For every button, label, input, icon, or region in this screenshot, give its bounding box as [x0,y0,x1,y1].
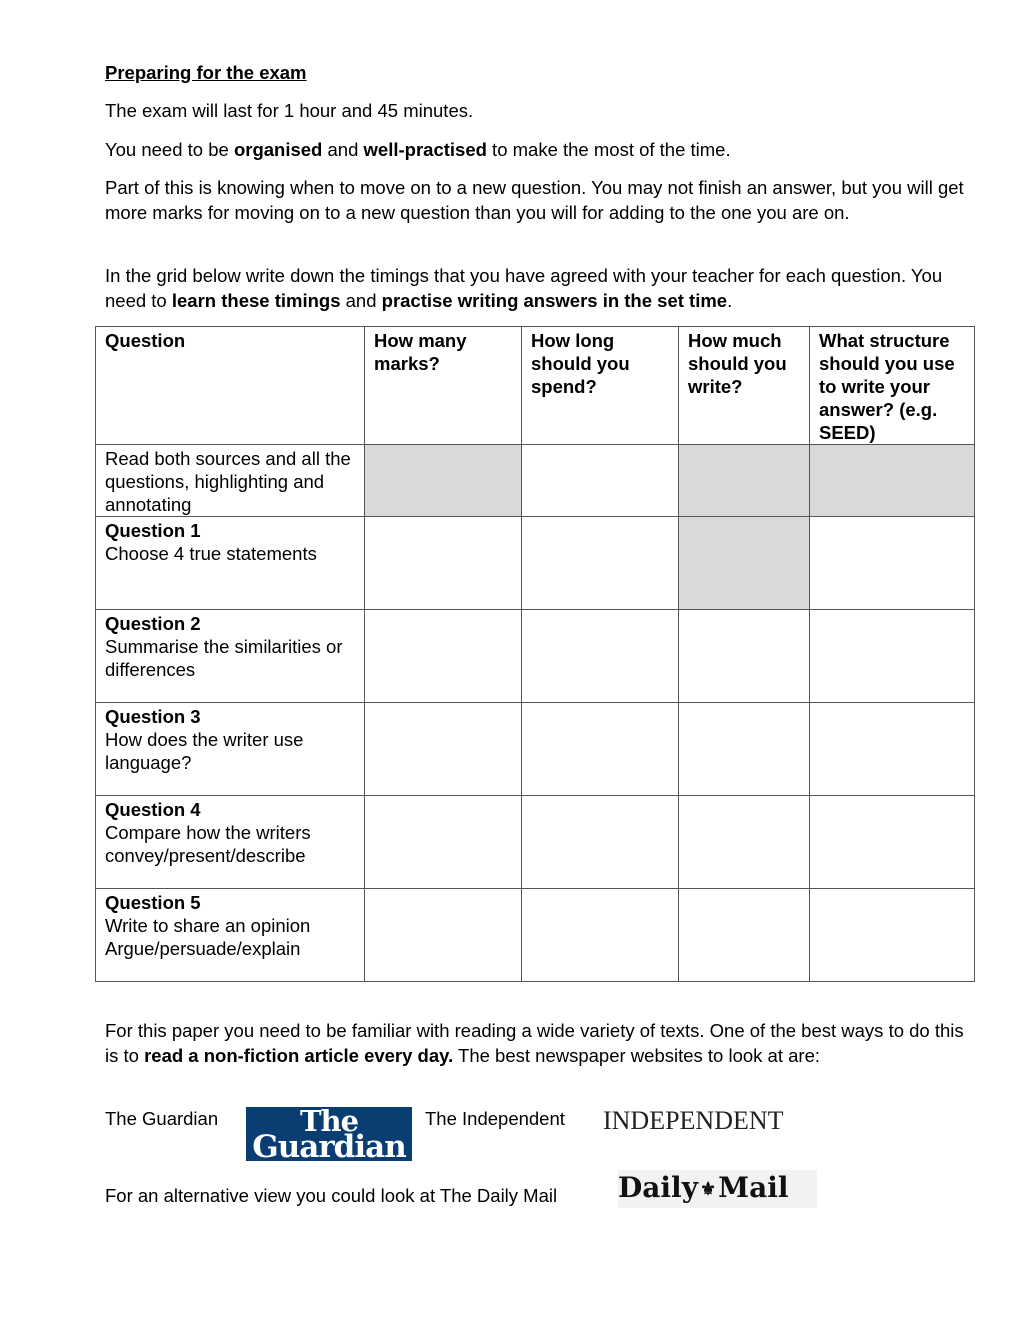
dailymail-logo-word2: Mail [718,1171,789,1204]
row-description: Choose 4 true statements [105,543,317,564]
row-description: Write to share an opinion Argue/persuade/explain [105,915,311,959]
marks-cell[interactable] [365,703,522,796]
independent-label: The Independent [425,1108,565,1129]
bold-practise-writing: practise writing answers in the set time [381,290,728,311]
time-cell[interactable] [522,445,679,517]
table-row [96,889,975,982]
row-question-cell [96,610,365,703]
dailymail-logo [618,1170,817,1208]
question-title: Question 4 [105,799,201,820]
row-description: How does the writer use language? [105,729,304,773]
marks-cell[interactable] [365,610,522,703]
text-run: and [322,139,364,160]
text-run: The best newspaper websites to look at are: [453,1045,821,1066]
timings-grid [95,326,975,982]
header-structure: What structure should you use to write your answer? (e.g. SEED) [810,327,975,445]
reading-advice-paragraph [105,1018,965,1068]
table-row [96,517,975,610]
marks-cell[interactable] [365,889,522,982]
amount-cell[interactable] [679,610,810,703]
text-run: to make the most of the time. [486,139,731,160]
structure-cell[interactable] [810,517,975,610]
time-cell[interactable] [522,610,679,703]
guardian-logo-line1: The [299,1107,359,1138]
row-question-cell [96,889,365,982]
row-description: Compare how the writers convey/present/describe [105,822,311,866]
question-title: Question 5 [105,892,201,913]
structure-cell[interactable] [810,796,975,889]
text-run: You need to be [105,139,234,160]
header-question: Question [96,327,365,445]
text-run: and [340,290,382,311]
independent-logo: INDEPENDENT [603,1106,784,1135]
row-question-cell [96,796,365,889]
amount-cell[interactable] [679,703,810,796]
page-title: Preparing for the exam [105,62,307,83]
row-question-cell [96,703,365,796]
exam-length-text: The exam will last for 1 hour and 45 minutes. [105,100,474,121]
question-title: Question 2 [105,613,201,634]
dailymail-label: For an alternative view you could look at The Daily Mail [105,1185,558,1206]
time-cell[interactable] [522,517,679,610]
row-question-cell [96,445,365,517]
table-row [96,703,975,796]
marks-cell-shaded [365,445,522,517]
text-run: For this paper you need to be familiar with reading a wide variety of texts. One of the best ways to do this is to [105,1020,964,1066]
amount-cell[interactable] [679,796,810,889]
guardian-logo [246,1107,412,1161]
header-marks: How many marks? [365,327,522,445]
structure-cell[interactable] [810,889,975,982]
header-row [96,327,975,445]
question-title: Question 3 [105,706,201,727]
amount-cell-shaded [679,517,810,610]
row-description: Read both sources and all the questions, highlighting and annotating [105,448,351,515]
table-row [96,610,975,703]
question-title: Question 1 [105,520,201,541]
organised-paragraph [105,137,965,162]
amount-cell[interactable] [679,889,810,982]
dailymail-logo-word1: Daily [618,1171,698,1204]
table-row [96,796,975,889]
marks-cell[interactable] [365,796,522,889]
header-time: How long should you spend? [522,327,679,445]
guardian-label: The Guardian [105,1108,219,1129]
marks-cell[interactable] [365,517,522,610]
grid-instructions-paragraph [105,263,965,313]
table-row [96,445,975,517]
guardian-logo-line2: Guardian [252,1129,406,1161]
structure-cell[interactable] [810,610,975,703]
text-run: . [727,290,733,311]
move-on-paragraph: Part of this is knowing when to move on to a new question. You may not finish an answer, but you will get more marks for moving on to a new question than you will for adding to the one you are on. [105,177,964,223]
bold-learn-timings: learn these timings [171,290,341,311]
time-cell[interactable] [522,703,679,796]
text-run: In the grid below write down the timings that you have agreed with your teacher for each question. You need to [105,265,943,311]
bold-organised: organised [233,139,323,160]
crest-icon: ⚜ [699,1178,717,1200]
row-question-cell [96,517,365,610]
time-cell[interactable] [522,889,679,982]
time-cell[interactable] [522,796,679,889]
structure-cell[interactable] [810,703,975,796]
bold-well-practised: well-practised [363,139,487,160]
bold-read-article: read a non-fiction article every day. [144,1045,454,1066]
header-amount: How much should you write? [679,327,810,445]
row-description: Summarise the similarities or differences [105,636,343,680]
structure-cell-shaded [810,445,975,517]
amount-cell-shaded [679,445,810,517]
